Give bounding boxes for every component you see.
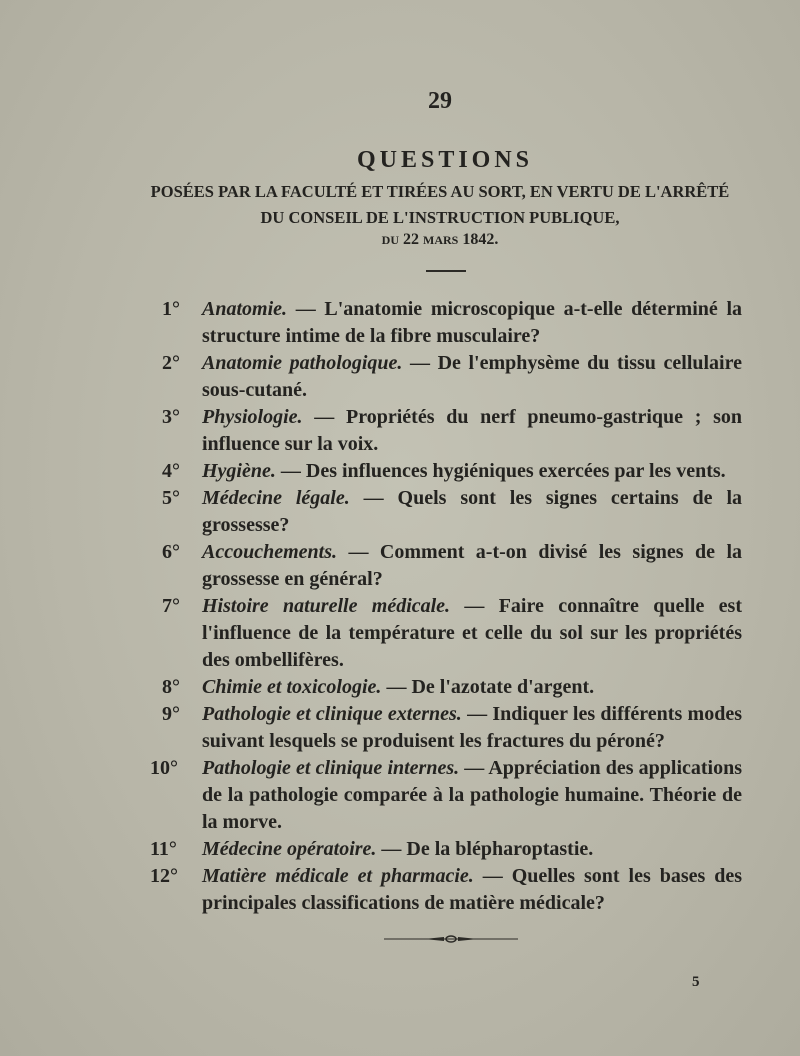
subtitle-line-2: DU CONSEIL DE L'INSTRUCTION PUBLIQUE, <box>260 208 620 227</box>
question-subject: Médecine opératoire. <box>202 838 377 860</box>
question-subject: Physiologie. <box>202 406 303 428</box>
question-text: — Propriétés du nerf pneumo-gastrique ; son influence sur la voix. <box>202 406 743 455</box>
question-number: 9° <box>162 703 180 725</box>
question-subject: Anatomie. <box>202 298 288 320</box>
question-text: — L'anatomie microscopique a-t-elle déterminé la structure intime de la fibre musculaire? <box>202 298 742 347</box>
question-item <box>162 485 742 539</box>
date-year: 1842. <box>462 231 499 248</box>
question-number: 2° <box>162 352 180 374</box>
question-item <box>150 836 742 863</box>
page-number: 29 <box>428 88 452 114</box>
question-subject: Histoire naturelle médicale. <box>202 595 451 617</box>
question-number: 7° <box>162 595 180 617</box>
question-item <box>162 593 742 674</box>
signature-mark: 5 <box>692 974 700 990</box>
question-number: 10° <box>150 757 178 779</box>
question-subject: Pathologie et clinique internes. <box>202 757 460 779</box>
question-text: — Quels sont les signes certains de la grossesse? <box>202 487 743 536</box>
question-number: 4° <box>162 460 180 482</box>
ornament-divider-icon <box>384 934 518 944</box>
question-number: 3° <box>162 406 180 428</box>
question-item <box>162 674 742 701</box>
question-number: 1° <box>162 298 180 320</box>
question-number: 6° <box>162 541 180 563</box>
question-subject: Hygiène. <box>202 460 276 482</box>
question-subject: Anatomie pathologique. <box>202 352 403 374</box>
question-text: — De la blépharoptastie. <box>381 838 594 860</box>
question-text: — Comment a-t-on divisé les signes de la grossesse en général? <box>202 541 743 590</box>
question-number: 5° <box>162 487 180 509</box>
question-text: — De l'emphysème du tissu cellulaire sous-cutané. <box>202 352 743 401</box>
date-month: MARS <box>423 233 459 247</box>
question-subject: Chimie et toxicologie. <box>202 676 382 698</box>
question-text: — Quelles sont les bases des principales classifications de matière médicale? <box>202 865 742 914</box>
question-item <box>162 350 742 404</box>
question-item <box>162 701 742 755</box>
question-subject: Médecine légale. <box>202 487 350 509</box>
question-text: — Indiquer les différents modes suivant lesquels se produisent les fractures du péroné? <box>202 703 742 752</box>
question-subject: Matière médicale et pharmacie. <box>202 865 474 887</box>
questions-list <box>150 296 743 917</box>
question-text: — De l'azotate d'argent. <box>386 676 595 698</box>
question-number: 8° <box>162 676 180 698</box>
question-item <box>150 863 742 917</box>
question-item <box>162 458 742 485</box>
question-number: 11° <box>150 838 177 860</box>
question-item <box>162 404 742 458</box>
date-du: DU <box>381 233 399 247</box>
question-item <box>150 755 743 836</box>
subtitle-date <box>140 231 740 249</box>
header-divider <box>426 270 466 272</box>
date-day: 22 <box>403 231 419 248</box>
question-subject: Pathologie et clinique externes. <box>202 703 462 725</box>
page-title: QUESTIONS <box>356 147 534 173</box>
question-text: — Faire connaître quelle est l'influence de la température et celle du sol sur les propriétés des ombellifères. <box>202 595 742 671</box>
question-text: — Appréciation des applications de la pathologie comparée à la pathologie humaine. Théorie de la morve. <box>202 757 743 833</box>
question-item <box>162 296 742 350</box>
question-number: 12° <box>150 865 178 887</box>
subtitle-line-1: POSÉES PAR LA FACULTÉ ET TIRÉES AU SORT, EN VERTU DE L'ARRÊTÉ <box>150 182 730 201</box>
question-text: — Des influences hygiéniques exercées par les vents. <box>280 460 726 482</box>
question-item <box>162 539 742 593</box>
question-subject: Accouchements. <box>202 541 337 563</box>
